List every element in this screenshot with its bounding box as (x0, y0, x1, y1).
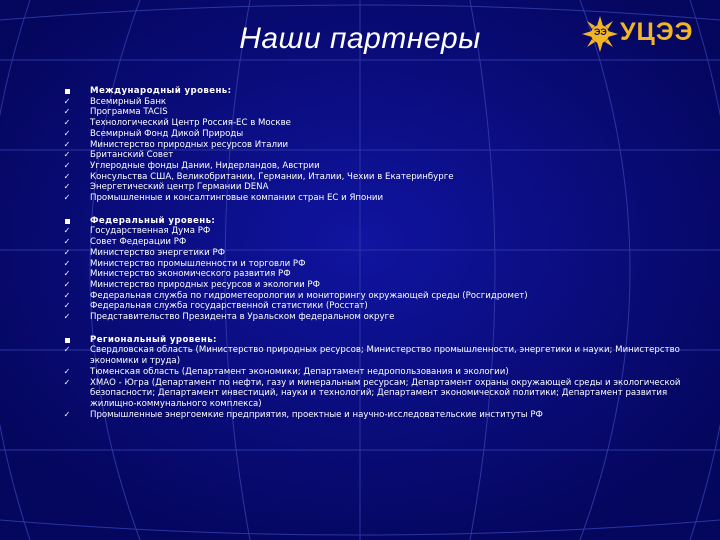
list-item (62, 367, 702, 378)
checkmark-icon: ✓ (63, 193, 71, 203)
item-text: Совет Федерации РФ (90, 237, 187, 248)
checkmark-icon: ✓ (63, 279, 71, 289)
item-text: Свердловская область (Министерство природных ресурсов; Министерство промышленности, энергетики и науки; Министерство экономики и труда) (90, 345, 680, 367)
checkmark-icon: ✓ (63, 409, 71, 419)
list-item (62, 129, 702, 140)
checkmark-icon: ✓ (63, 128, 71, 138)
checkmark-icon: ✓ (63, 247, 71, 257)
partners-list (62, 86, 702, 432)
section-heading (62, 216, 702, 227)
item-text: Британский Совет (90, 150, 174, 161)
checkmark-icon: ✓ (63, 237, 71, 247)
checkmark-icon: ✓ (63, 226, 71, 236)
list-item (62, 345, 702, 366)
checkmark-icon: ✓ (63, 345, 71, 355)
item-text: Промышленные энергоемкие предприятия, проектные и научно-исследовательские институты РФ (90, 409, 543, 420)
checkmark-icon: ✓ (63, 301, 71, 311)
item-text: Консульства США, Великобритании, Германии, Италии, Чехии в Екатеринбурге (90, 171, 454, 182)
list-item (62, 378, 702, 410)
item-text: Всемирный Банк (90, 96, 167, 107)
item-text: Тюменская область (Департамент экономики; Департамент недропользования и экологии) (90, 366, 509, 377)
item-text: Представительство Президента в Уральском федеральном округе (90, 312, 395, 323)
item-text: Федеральная служба государственной статистики (Росстат) (90, 301, 368, 312)
list-item (62, 237, 702, 248)
item-text: Министерство природных ресурсов и экологии РФ (90, 279, 321, 290)
logo (582, 16, 712, 52)
item-text: Федеральная служба по гидрометеорологии и мониторингу окружающей среды (Росгидромет) (90, 290, 528, 301)
list-item (62, 172, 702, 183)
checkmark-icon: ✓ (63, 377, 71, 387)
checkmark-icon: ✓ (63, 118, 71, 128)
checkmark-icon: ✓ (63, 182, 71, 192)
section-heading (62, 86, 702, 97)
section-regional (62, 335, 702, 421)
list-item (62, 107, 702, 118)
logo-mark: ЭЭ (594, 27, 607, 37)
list-item (62, 312, 702, 323)
list-item (62, 259, 702, 270)
item-text: Технологический Центр Россия-ЕС в Москве (90, 118, 291, 129)
checkmark-icon: ✓ (63, 96, 71, 106)
item-text: Государственная Дума РФ (90, 226, 211, 237)
page-title: Наши партнеры (239, 22, 481, 55)
checkmark-icon: ✓ (63, 160, 71, 170)
checkmark-icon: ✓ (63, 366, 71, 376)
list-item (62, 161, 702, 172)
list-item (62, 150, 702, 161)
checkmark-icon: ✓ (63, 258, 71, 268)
checkmark-icon: ✓ (63, 171, 71, 181)
list-item (62, 226, 702, 237)
item-text: ХМАО - Югра (Департамент по нефти, газу и минеральным ресурсам; Департамент охраны окружающей среды и экологической безопасности; Департамент инвестиций, науки и технологий; Департамент экономической политики; Департамент развития жилищно-коммунального комплекса) (90, 377, 681, 409)
section-international (62, 86, 702, 204)
item-text: Углеродные фонды Дании, Нидерландов, Австрии (90, 160, 320, 171)
list-item (62, 410, 702, 421)
checkmark-icon: ✓ (63, 290, 71, 300)
item-text: Программа TACIS (90, 107, 168, 118)
heading-text: Региональный уровень: (90, 334, 217, 345)
section-heading (62, 335, 702, 346)
item-text: Министерство экономического развития РФ (90, 269, 291, 280)
item-text: Всемирный Фонд Дикой Природы (90, 128, 244, 139)
logo-text: УЦЭЭ (620, 18, 694, 46)
list-item (62, 182, 702, 193)
checkmark-icon: ✓ (63, 139, 71, 149)
section-federal (62, 216, 702, 323)
item-text: Промышленные и консалтинговые компании стран ЕС и Японии (90, 193, 384, 204)
checkmark-icon: ✓ (63, 269, 71, 279)
item-text: Министерство природных ресурсов Италии (90, 139, 289, 150)
item-text: Министерство промышленности и торговли РФ (90, 258, 306, 269)
list-item (62, 97, 702, 108)
list-item (62, 248, 702, 259)
list-item (62, 269, 702, 280)
item-text: Министерство энергетики РФ (90, 247, 226, 258)
checkmark-icon: ✓ (63, 312, 71, 322)
list-item (62, 193, 702, 204)
heading-text: Федеральный уровень: (90, 215, 216, 226)
heading-text: Международный уровень: (90, 86, 232, 96)
list-item (62, 291, 702, 302)
checkmark-icon: ✓ (63, 150, 71, 160)
list-item (62, 280, 702, 291)
item-text: Энергетический центр Германии DENA (90, 182, 269, 193)
checkmark-icon: ✓ (63, 107, 71, 117)
list-item (62, 140, 702, 151)
list-item (62, 118, 702, 129)
list-item (62, 301, 702, 312)
